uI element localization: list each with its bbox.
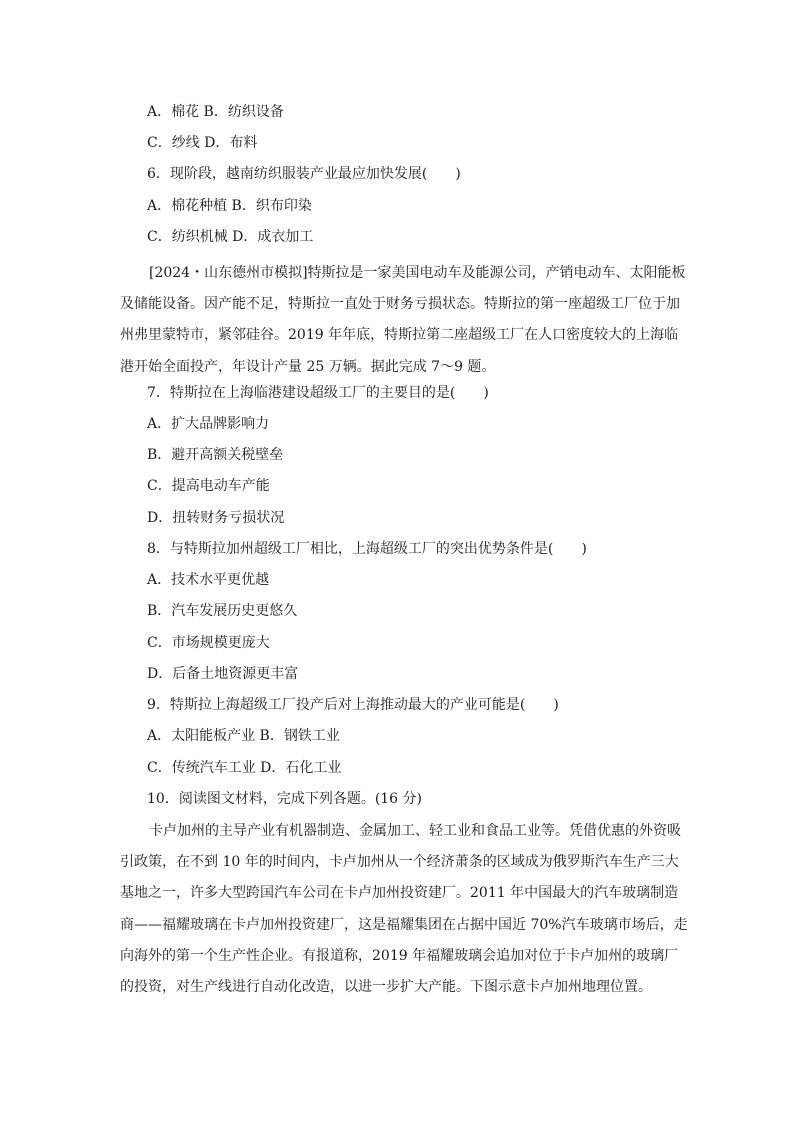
passage-line: 基地之一，许多大型跨国汽车公司在卡卢加州投资建厂。2011 年中国最大的汽车玻璃制造 xyxy=(120,885,679,902)
option-line: A．扩大品牌影响力 xyxy=(147,416,270,432)
passage-tesla xyxy=(120,258,686,383)
option-line: C．提高电动车产能 xyxy=(147,478,270,494)
option-line: C．市场规模更庞大 xyxy=(147,635,270,651)
question-9: 9．特斯拉上海超级工厂投产后对上海推动最大的产业可能是( ) xyxy=(147,697,559,713)
option-line: A．棉花种植 B．织布印染 xyxy=(147,198,312,214)
passage-line: 商——福耀玻璃在卡卢加州投资建厂，这是福耀集团在占据中国近 70%汽车玻璃市场后，走 xyxy=(120,916,688,933)
passage-line: 州弗里蒙特市，紧邻硅谷。2019 年年底，特斯拉第二座超级工厂在人口密度较大的上海临 xyxy=(120,327,679,344)
question-6: 6．现阶段，越南纺织服装产业最应加快发展( ) xyxy=(147,166,461,182)
option-line: B．避开高额关税壁垒 xyxy=(147,447,284,463)
option-line: A．太阳能板产业 B．钢铁工业 xyxy=(147,728,340,744)
option-line: D．后备土地资源更丰富 xyxy=(147,666,299,682)
passage-line: 卡卢加州的主导产业有机器制造、金属加工、轻工业和食品工业等。凭借优惠的外资吸 xyxy=(149,823,681,839)
question-10: 10．阅读图文材料，完成下列各题。(16 分) xyxy=(147,791,423,807)
option-line: A．棉花 B．纺织设备 xyxy=(147,104,284,120)
passage-line: 港开始全面投产，年设计产量 25 万辆。据此完成 7～9 题。 xyxy=(120,358,496,375)
option-line: C．纱线 D．布料 xyxy=(147,135,258,151)
option-line: D．扭转财务亏损状况 xyxy=(147,510,285,526)
passage-line: [2024・山东德州市模拟]特斯拉是一家美国电动车及能源公司，产销电动车、太阳能板 xyxy=(149,265,686,281)
option-line: C．纺织机械 D．成衣加工 xyxy=(147,229,314,245)
passage-line: 及储能设备。因产能不足，特斯拉一直处于财务亏损状态。特斯拉的第一座超级工厂位于加 xyxy=(120,296,680,313)
passage-kaluga xyxy=(120,816,688,1003)
question-7: 7．特斯拉在上海临港建设超级工厂的主要目的是( ) xyxy=(147,385,489,401)
passage-line: 引政策，在不到 10 年的时间内，卡卢加州从一个经济萧条的区域成为俄罗斯汽车生产三大 xyxy=(120,854,679,871)
passage-line: 向海外的第一个生产性企业。有报道称，2019 年福耀玻璃会追加对位于卡卢加州的玻璃厂 xyxy=(120,947,679,964)
option-line: A．技术水平更优越 xyxy=(147,572,270,588)
question-8: 8．与特斯拉加州超级工厂相比，上海超级工厂的突出优势条件是( ) xyxy=(147,541,587,557)
option-line: C．传统汽车工业 D．石化工业 xyxy=(147,760,342,776)
option-line: B．汽车发展历史更悠久 xyxy=(147,603,298,619)
passage-line: 的投资，对生产线进行自动化改造，以进一步扩大产能。下图示意卡卢加州地理位置。 xyxy=(120,979,652,996)
